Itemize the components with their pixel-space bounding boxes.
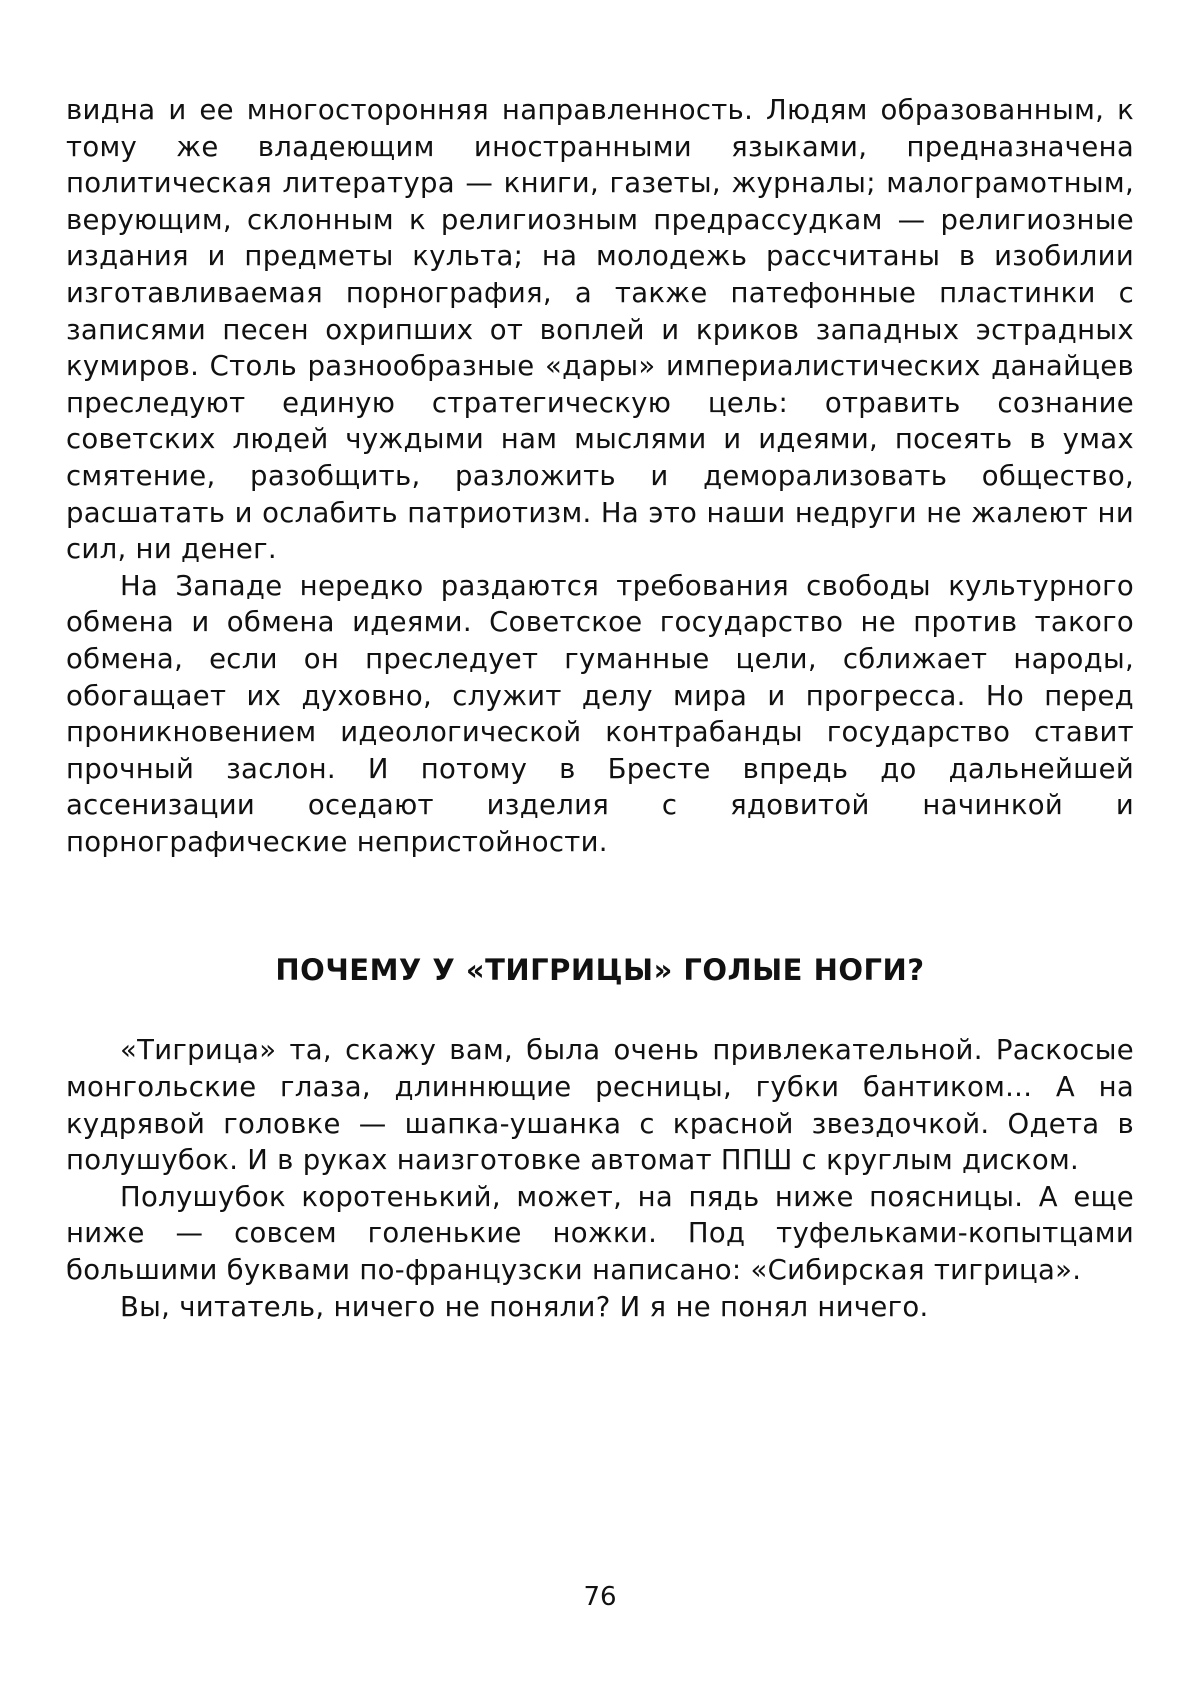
- paragraph: Полушубок коротенький, может, на пядь ниже поясницы. А еще ниже — совсем голенькие ножки. Под туфельками-копытцами большими буквами по-французски написано: «Сибирская тигрица».: [66, 1180, 1134, 1287]
- page-body: [66, 92, 1134, 1325]
- paragraph: видна и ее многосторонняя направленность. Людям образованным, к тому же владеющим иностранными языками, предназначена политическая литература — книги, газеты, журналы; малограмотным, верующим, склонным к религиозным предрассудкам — религиозные издания и предметы культа; на молодежь рассчитаны в изобилии изготавливаемая порнография, а также патефонные пластинки с записями песен охрипших от воплей и криков западных эстрадных кумиров. Столь разнообразные «дары» империалистических данайцев преследуют единую стратегическую цель: отравить сознание советских людей чуждыми нам мыслями и идеями, посеять в умах смятение, разобщить, разложить и деморализовать общество, расшатать и ослабить патриотизм. На это наши недруги не жалеют ни сил, ни денег.: [66, 94, 1134, 566]
- paragraph: «Тигрица» та, скажу вам, была очень привлекательной. Раскосые монгольские глаза, длиннющие ресницы, губки бантиком... А на кудрявой головке — шапка-ушанка с красной звездочкой. Одета в полушубок. И в руках наизготовке автомат ППШ с круглым диском.: [66, 1034, 1134, 1177]
- page-number: 76: [583, 1582, 617, 1612]
- section-heading: ПОЧЕМУ У «ТИГРИЦЫ» ГОЛЫЕ НОГИ?: [275, 953, 925, 988]
- paragraph: Вы, читатель, ничего не поняли? И я не понял ничего.: [120, 1290, 929, 1323]
- paragraph: На Западе нередко раздаются требования свободы культурного обмена и обмена идеями. Советское государство не против такого обмена, если он преследует гуманные цели, сближает народы, обогащает их духовно, служит делу мира и прогресса. Но перед проникновением идеологической контрабанды государство ставит прочный заслон. И потому в Бресте впредь до дальнейшей ассенизации оседают изделия с ядовитой начинкой и порнографические непристойности.: [66, 569, 1134, 858]
